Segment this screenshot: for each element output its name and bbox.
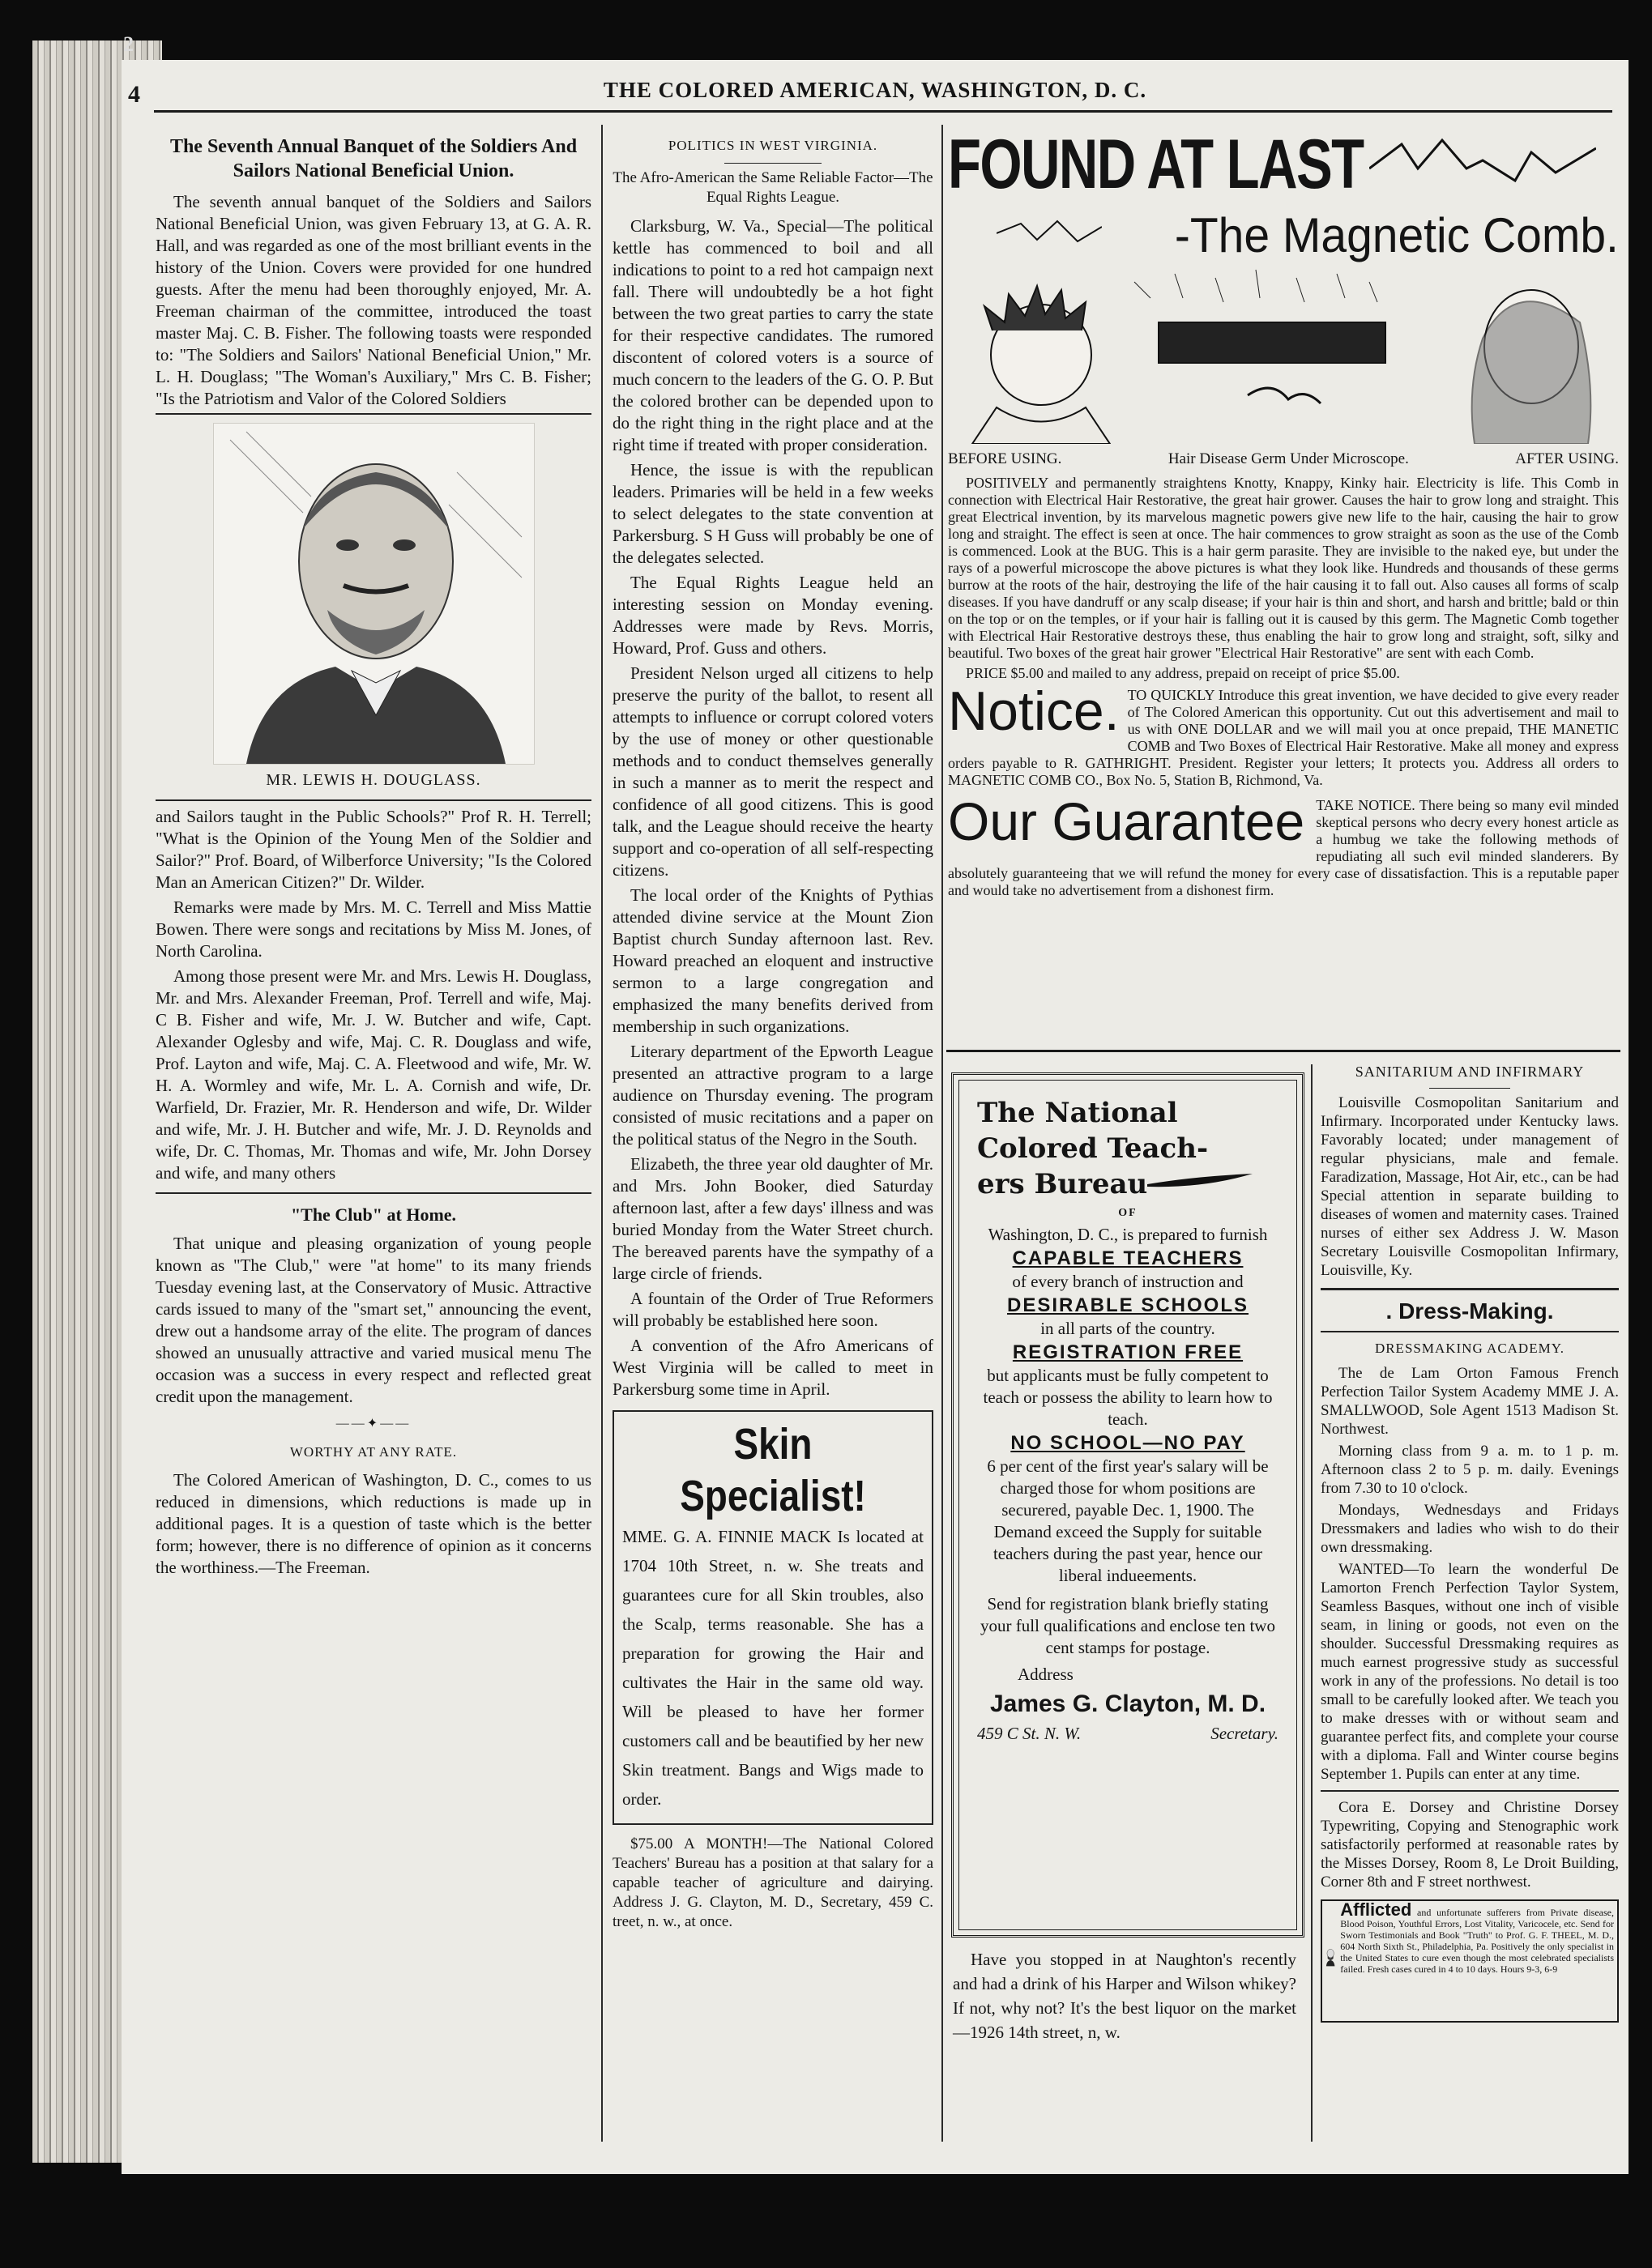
worthy-paragraph: The Colored American of Washington, D. C., comes to us reduced in dimensions, which reductions is made up in additional pages. It is a question of taste which is the better form; however, there is no difference of opinion as it concerns the worthiness.—The Freeman. [156,1470,591,1577]
notice-head: Notice. [948,687,1120,742]
teachers-bureau-ad [951,1072,1304,1938]
ornament-divider: ——✦—— [335,1417,412,1430]
desirable-schools: DESIRABLE SCHOOLS [1006,1294,1249,1316]
comb-headline: FOUND AT LAST [948,126,1364,203]
masthead: THE COLORED AMERICAN, WASHINGTON, D. C. [603,78,1147,102]
dress-bottom-rule [1321,1331,1619,1332]
masthead-rule [154,110,1612,113]
page-number: 4 [128,81,140,108]
politics-title-rule [724,163,822,164]
banquet-paragraph-2: and Sailors taught in the Public Schools?" Prof R. H. Terrell; "What is the Opinion of the Young Men of the Soldier and Sailor?" Prof. Board, of Wilberforce University; "Is the Colored Man an American Citizen?" Dr. Wilder. [156,807,591,892]
politics-paragraph-8: A fountain of the Order of True Reformers will probably be established here soon. [613,1289,933,1330]
newspaper-page [122,60,1629,2174]
no-school-no-pay: NO SCHOOL—NO PAY [1010,1432,1245,1454]
bureau-parts: in all parts of the country. [1040,1319,1215,1338]
column-2 [613,134,933,1935]
portrait-engraving [214,424,534,764]
germ-caption: Hair Disease Germ Under Microscope. [1167,450,1409,467]
guarantee-head: Our Guarantee [948,797,1305,851]
naughton-text: Have you stopped in at Naughton's recently and had a drink of his Harper and Wilson whikey? If not, why not? It's the best liquor on the market—1926 14th street, n, w. [953,1950,1296,2042]
politics-paragraph-7: Elizabeth, the three year old daughter of Mr. and Mrs. John Booker, died Saturday afternoon last, after a few days' illness and was buried Monday from the Water Street church. The bereaved parents have the sympathy of a large circle of friends. [613,1154,933,1283]
dress-top-rule [1321,1288,1619,1290]
comb-illustration [948,266,1619,444]
caption-divider [156,799,591,801]
portrait-divider [156,413,591,415]
academy-paragraph-4: WANTED—To learn the wonderful De Lamorton French Perfection Taylor System, Seamless Basques, without one inch of visible seam, in lining or goods, not even on the shoulder. Successful Dressmaking requires as much earnest progressive study as successful work in any of the professions. No detail is too small to be carefully looked after. We teach you to make dresses with or without seam and guarantee perfect fits, and complete your course with a diploma. Fall and Winter course begins September 1. Pupils can enter at any time. [1321,1561,1619,1783]
politics-paragraph-3: The Equal Rights League held an interesting session on Monday evening. Addresses were made by Revs. Morris, Howard, Prof. Guss and others. [613,573,933,658]
banquet-paragraph-4: Among those present were Mr. and Mrs. Lewis H. Douglass, Mr. and Mrs. Alexander Freeman, Prof. Terrell and wife, Maj. C B. Fisher and wife, Mr. J. W. Butcher and wife, Capt. Alexander Oglesby and wife, Maj. C. R. Douglass and wife, Prof. Layton and wife, Maj. C. A. Fleetwood and wife, Mr. W. H. A. Wormley and wife, Mr. L. A. Cornish and wife, Dr. Warfield, Dr. Frazier, Mr. R. Henderson and wife, Dr. Wilder and wife, Mr. J. H. Butcher and wife, Mr. J. D. Reynolds and wife, Dr. C. Thomas, Mr. Thomas and wife, Mr. John Dorsey and wife, and many others [156,966,591,1183]
academy-paragraph-3: Mondays, Wednesdays and Fridays Dressmakers and ladies who wish to do their own dressmaking. [1321,1502,1619,1556]
politics-title: POLITICS IN WEST VIRGINIA. [668,138,878,153]
bureau-body-1: but applicants must be fully competent to teach or possess the ability to learn how to teach. [983,1366,1273,1429]
bureau-line-1: The National [977,1097,1178,1129]
comb-captions [948,450,1619,468]
registration-free: REGISTRATION FREE [1012,1341,1244,1363]
comb-subhead: -The Magnetic Comb. [1174,208,1619,262]
doctor-portrait-icon [1325,1904,1335,2010]
afflicted-text [1340,1899,1615,2018]
magnetic-comb-ad [948,128,1619,902]
after-caption: AFTER USING. [1515,450,1619,467]
bureau-body-3: Send for registration blank briefly stating your full qualifications and enclose ten two cent stamps for postage. [980,1594,1275,1657]
banquet-title: The Seventh Annual Banquet of the Soldiers And Sailors National Beneficial Union. [169,136,578,181]
bureau-location: Washington, D. C., is prepared to furnish [988,1225,1268,1244]
academy-paragraph-1: The de Lam Orton Famous French Perfection Tailor System Academy MME J. A. SMALLWOOD, Sole Agent 1513 Madison St. Northwest. [1321,1365,1619,1438]
academy-paragraph-2: Morning class from 9 a. m. to 1 p. m. Afternoon class 2 to 5 p. m. daily. Evenings from 7.30 to 10 o'clock. [1321,1443,1619,1497]
lightning-icon [1369,136,1596,185]
politics-deck: The Afro-American the Same Reliable Factor—The Equal Rights League. [613,169,933,206]
guarantee-block [948,797,1619,902]
skin-specialist-body: MME. G. A. FINNIE MACK Is located at 1704 10th Street, n. w. She treats and guarantees cure for all Skin troubles, also the Scalp, terms reasonable. She has a preparation for growing the Hair and cultivates the Hair in the same old way. Will be pleased to have her former customers call and be beautified by her new Skin treatment. Bangs and Wigs made to order. [622,1527,924,1809]
comb-price: PRICE $5.00 and mailed to any address, prepaid on receipt of price $5.00. [966,665,1400,681]
politics-paragraph-6: Literary department of the Epworth League presented an attractive program to a large audience on Thursday evening. The program consisted of music recitations and a paper on the political status of the Negro in the South. [613,1042,933,1149]
bureau-name: James G. Clayton, M. D. [989,1690,1266,1717]
bureau-secretary: Secretary. [1210,1724,1278,1743]
worthy-title: WORTHY AT ANY RATE. [289,1444,458,1460]
notice-block [948,687,1619,792]
guarantee-body: TAKE NOTICE. There being so many evil minded skeptical persons who decry every honest article as a humbug we take the following methods of repudiating all such evil minded slanderers. By absolutely guaranteeing that we will refund the money for every case of dissatisfaction. This is a reputable paper and would take no advertisement from a dishonest firm. [948,797,1619,898]
politics-paragraph-1: Clarksburg, W. Va., Special—The political kettle has commenced to boil and all indications to point to a red hot campaign next fall. There will undoubtedly be a hot fight between the two great parties to carry the state for their respective candidates. The rumored discontent of colored voters is a source of much concern to the leaders of the G. O. P. But the colored brother can be depended upon to do the right thing in the right place and at the right time if treated with proper consideration. [613,216,933,454]
politics-paragraph-9: A convention of the Afro Americans of West Virginia will be called to meet in Parkersburg some time in April. [613,1336,933,1399]
outer-page-number: 2 [123,32,134,56]
swash-icon [1147,1172,1253,1196]
bureau-line-3: ers Bureau [977,1168,1148,1200]
afflicted-body: and unfortunate sufferers from Private disease, Blood Poison, Youthful Errors, Lost Vitality, Varicocele, etc. Send for Sworn Testimonials and Book "Truth" to Prof. G. F. THEEL, M. D., 604 North Sixth St., Philadelphia, Pa. Positively the only specialist in the United States to cure even though the most celebrated specialists failed. Fresh cases cured in 4 to 10 days. Hours 9-3, 6-9 [1340,1907,1615,1975]
bureau-line-2: Colored Teach- [977,1132,1209,1165]
column-1 [156,134,591,1582]
douglass-portrait [213,423,535,765]
naughton-ad [953,1947,1296,2048]
bureau-body-2: 6 per cent of the first year's salary will be charged those for whom positions are securered, payable Dec. 1, 1900. The Demand exceed the Supply for suitable teachers during the past year, hence our liberal indueements. [987,1456,1269,1585]
skin-specialist-title: Skin Specialist! [680,1420,866,1520]
dorsey-paragraph: Cora E. Dorsey and Christine Dorsey Typewriting, Copying and Stenographic work satisfactorily performed at reasonable rates by the Misses Dorsey, Room 8, Le Droit Building, Corner 8th and F street northwest. [1321,1799,1619,1891]
column-rule-3 [1311,1064,1313,2142]
column-rule-1 [601,125,603,2142]
comb-header [948,128,1619,266]
skin-specialist-ad [613,1410,933,1825]
dorsey-rule [1321,1790,1619,1792]
politics-paragraph-2: Hence, the issue is with the republican leaders. Primaries will be held in a few weeks to select delegates to the state convention at Parkersburg. S H Guss will probably be one of the delegates selected. [613,460,933,567]
column-4 [1321,1063,1619,2023]
academy-title: DRESSMAKING ACADEMY. [1374,1341,1565,1356]
capable-teachers: CAPABLE TEACHERS [1012,1247,1244,1269]
club-paragraph: That unique and pleasing organization of young people known as "The Club," were "at home" to its many friends Tuesday evening last, at the Conservatory of Music. Attractive cards issued to many of the "smart set," announcing the event, drew out a handsome array of the elite. The program of dances showed an unusually attractive and varied musical menu The occasion was a success in every respect and reflected great credit upon the management. [156,1234,591,1406]
spark-icon [997,217,1102,249]
sanitarium-title-rule [1429,1088,1510,1089]
bureau-address-row [977,1723,1278,1745]
afflicted-head: Afflicted [1340,1899,1412,1920]
politics-paragraph-5: The local order of the Knights of Pythias attended divine service at the Mount Zion Baptist church Sunday afternoon last. Rev. Howard preached an eloquent and instructive sermon to a large congregation and emphasized the many benefits derived from membership in such organizations. [613,885,933,1036]
politics-paragraph-4: President Nelson urged all citizens to help preserve the purity of the ballot, to resent all attempts to influence or corrupt colored voters by the use of money or other questionable methods and to conduct themselves generally in such a manner as to merit the respect and confidence of all good citizens. This is good talk, and the League should receive the hearty support and co-operation of all self-respecting citizens. [613,663,933,880]
sanitarium-paragraph: Louisville Cosmopolitan Sanitarium and Infirmary. Incorporated under Kentucky laws. Favorably located; under management of regular physicians, male and female. Faradization, Massage, Hot Air, etc., can be had Special attention in separate building to diseases of women and maternity cases. Trained nurses of either sex Address J. W. Mason Secretary Louisville Cosmopolitan Infirmary, Louisville, Ky. [1321,1094,1619,1279]
club-title: "The Club" at Home. [290,1204,457,1225]
dress-making-title: . Dress-Making. [1385,1298,1554,1324]
comb-ad-bottom-rule [946,1050,1620,1052]
banquet-paragraph-3: Remarks were made by Mrs. M. C. Terrell and Miss Mattie Bowen. There were songs and recitations by Miss M. Jones, of North Carolina. [156,897,591,961]
afflicted-ad [1321,1899,1619,2023]
bureau-branch: of every branch of instruction and [1012,1272,1244,1291]
bureau-street: 459 C St. N. W. [977,1724,1082,1743]
notice-body: TO QUICKLY Introduce this great invention, we have decided to give every reader of The Colored American this opportunity. Cut out this advertisement and mail to us with ONE DOLLAR and we will mail you at once prepaid, THE MANETIC COMB and Two Boxes of Electrical Hair Restorative. Make all money and express orders payable to R. GATHRIGHT. President. Register your letters; It protects you. Address all orders to MAGNETIC COMB CO., Box No. 5, Station B, Richmond, Va. [948,687,1619,788]
before-caption: BEFORE USING. [948,450,1062,467]
month-notice: $75.00 A MONTH!—The National Colored Teachers' Bureau has a position at that salary for a capable teacher of agriculture and dairying. Address J. G. Clayton, M. D., Secretary, 459 C. treet, n. w., at once. [613,1835,933,1930]
portrait-caption: MR. LEWIS H. DOUGLASS. [266,771,481,789]
club-divider [156,1192,591,1194]
banquet-paragraph-1: The seventh annual banquet of the Soldiers and Sailors National Beneficial Union, was given February 13, at G. A. R. Hall, and was regarded as one of the most brilliant events in the history of the Union. Covers were provided for one hundred guests. After the menu had been thoroughly enjoyed, Mr. A. Freeman chairman of the committee, introduced the toast master Maj. C. B. Fisher. The following toasts were responded to: "The Soldiers and Sailors' National Beneficial Union," Mr. L. H. Douglass; "The Woman's Auxiliary," Mrs C. B. Fisher; "Is the Patriotism and Valor of the Colored Soldiers [156,192,591,408]
bureau-address-label: Address [1018,1665,1074,1684]
column-rule-2 [941,125,943,2142]
comb-body: POSITIVELY and permanently straightens Knotty, Knappy, Kinky hair. Electricity is life. This Comb in connection with Electrical Hair Restorative, the great hair grower. Causes the hair to grow long and straight. This great Electrical invention, by its marvelous magnetic powers give new life to the hair, causing the hair to grow long and straight. The effect is seen at once. The hair commences to grow straight as soon as the use of the Comb is commenced. Look at the BUG. This is a hair germ parasite. They are invisible to the naked eye, but under the rays of a powerful microscope the above pictures is what they look like. Hundreds and thousands of these germs burrow at the roots of the hair, destroying the life of the hair causing it to fall out. Also causes all forms of scalp diseases. If you have dandruff or any scalp disease; if your hair is thin and short, and harsh and brittle; bald or thin on the top or on the temples, or if your hair is falling out it is caused by this germ. The Magnetic Comb together with Electrical Hair Restorative destroys these, thus enabling the hair to grow long and straight, soft, silky and beautiful. Two boxes of the great hair grower "Electrical Hair Restorative" are sent with each Comb. [948,475,1619,661]
bureau-line-3-row [977,1166,1278,1202]
teachers-bureau-inner [958,1080,1297,1930]
sanitarium-title: SANITARIUM AND INFIRMARY [1355,1064,1585,1080]
bureau-of: OF [1118,1207,1138,1219]
